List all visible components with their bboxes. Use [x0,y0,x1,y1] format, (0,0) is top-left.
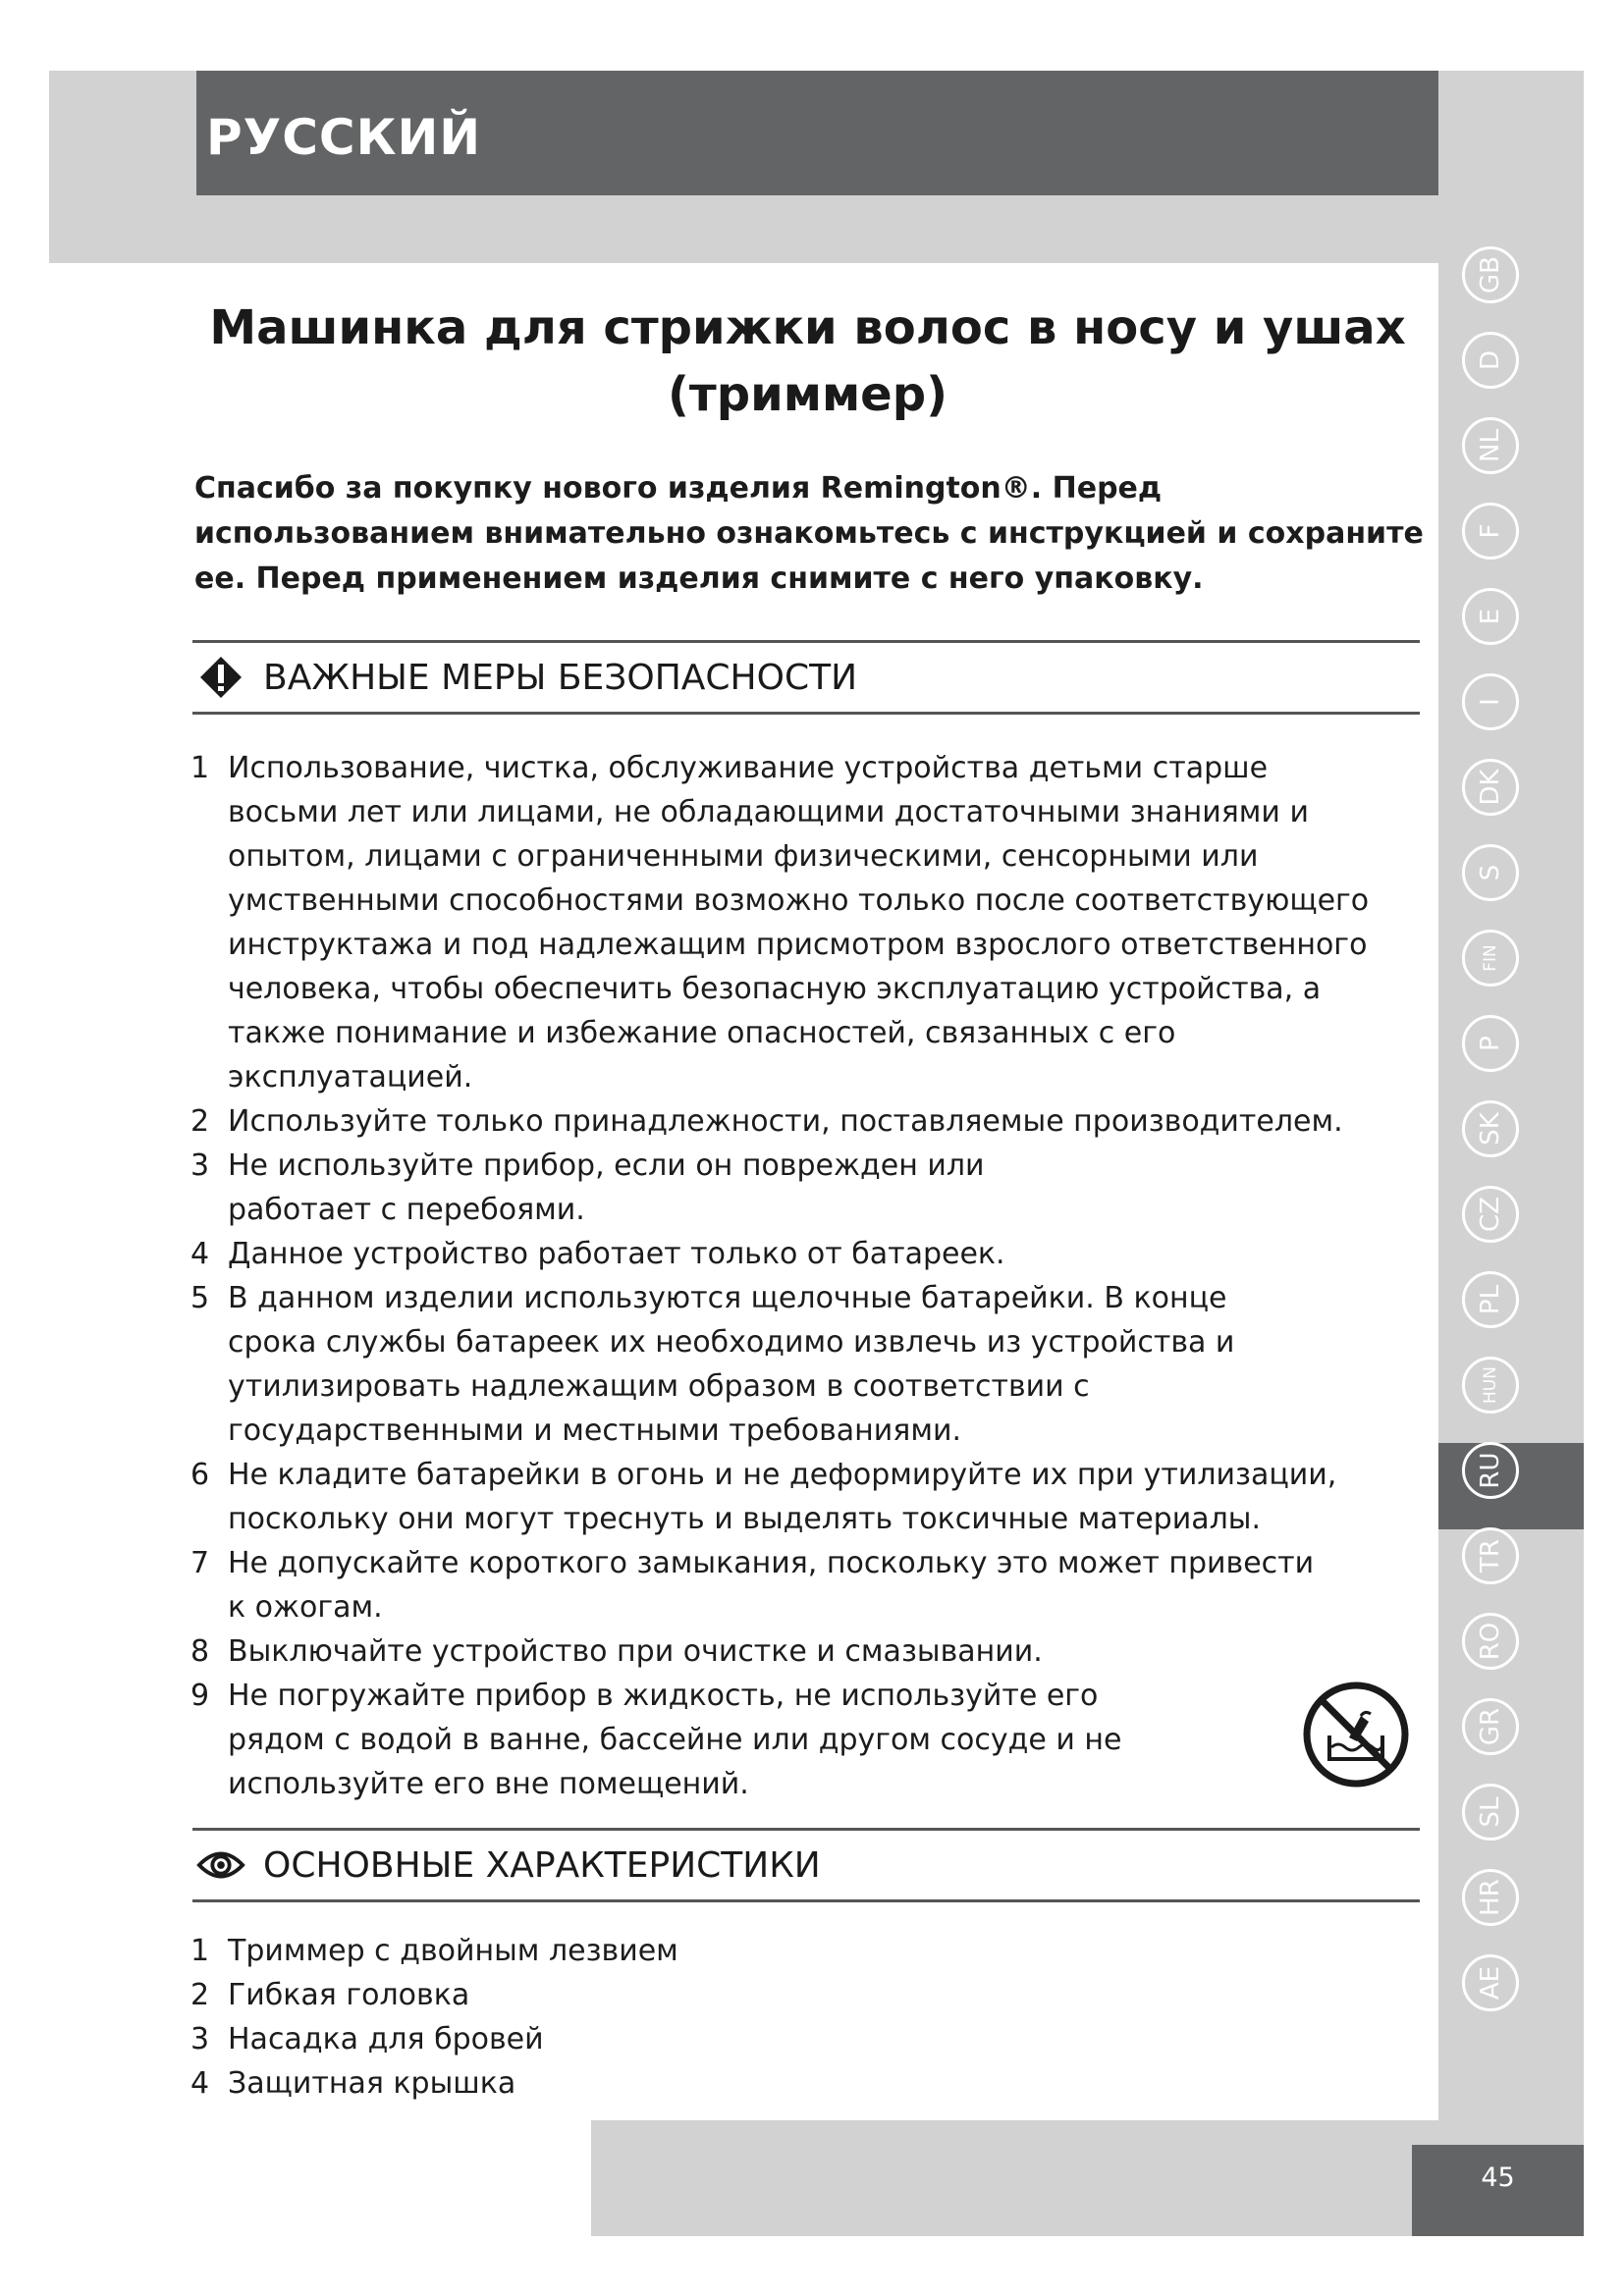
lang-tab-ru[interactable]: RU [1451,1431,1530,1510]
lang-tab-i[interactable]: I [1451,663,1530,741]
features-heading-label: ОСНОВНЫЕ ХАРАКТЕРИСТИКИ [263,1844,821,1886]
safety-heading-label: ВАЖНЫЕ МЕРЫ БЕЗОПАСНОСТИ [263,657,858,698]
list-item: 1 Триммер с двойным лезвием [190,1934,678,1968]
list-item: 3 Не используйте прибор, если он поврежден или работает с перебоями. [190,1148,985,1227]
list-item: 3 Насадка для бровей [190,2022,544,2056]
intro-text: Спасибо за покупку нового изделия Remington®. Перед использованием внимательно ознакомьтесь с инструкцией и сохраните ее. Перед применением изделия снимите с него упаковку. [194,471,1424,596]
list-item: 1 Использование, чистка, обслуживание устройства детьми старше восьми лет или лицами, не обладающими достаточными знаниями и опытом, лицами с ограниченными физическими, сенсорными или умственными способностями возможно только после соответствующего инструктажа и под надлежащим присмотром взрослого ответственного человека, чтобы обеспечить безопасную эксплуатацию устройства, а также понимание и избежание опасностей, связанных с его эксплуатацией. [190,751,1370,1095]
list-item: 4 Данное устройство работает только от батареек. [190,1237,1005,1271]
page-number: 45 [1412,2145,1584,2236]
lang-tab-gb[interactable]: GB [1451,236,1530,314]
list-item: 4 Защитная крышка [190,2066,516,2101]
list-item: 9 Не погружайте прибор в жидкость, не используйте его рядом с водой в ванне, бассейне или другом сосуде и не используйте его вне помещений. [190,1679,1122,1801]
lang-tab-p[interactable]: P [1451,1004,1530,1083]
lang-tab-fin[interactable]: FIN [1451,919,1530,997]
warning-diamond-icon [196,653,245,702]
lang-tab-f[interactable]: F [1451,492,1530,570]
lang-tab-e[interactable]: E [1451,577,1530,656]
safety-list [192,746,1385,1806]
eye-icon [196,1841,245,1890]
features-heading [192,1828,1420,1902]
features-list [192,1929,1076,2106]
list-item: 5 В данном изделии используются щелочные батарейки. В конце срока службы батареек их необходимо извлечь из устройства и утилизировать надлежащим образом в соответствии с государственными и местными требованиями. [190,1281,1235,1448]
no-water-icon [1302,1681,1410,1789]
list-item: 8 Выключайте устройство при очистке и смазывании. [190,1634,1043,1669]
lang-tab-sl[interactable]: SL [1451,1773,1530,1851]
page-title: Машинка для стрижки волос в носу и ушах (триммер) [209,300,1406,422]
lang-tab-tr[interactable]: TR [1451,1517,1530,1595]
list-item: 2 Гибкая головка [190,1978,470,2012]
lang-tab-d[interactable]: D [1451,321,1530,400]
lang-tab-hr[interactable]: HR [1451,1858,1530,1937]
language-heading: РУССКИЙ [206,108,482,166]
lang-tab-pl[interactable]: PL [1451,1260,1530,1339]
safety-heading [192,640,1420,715]
lang-tab-sk[interactable]: SK [1451,1090,1530,1168]
lang-tab-nl[interactable]: NL [1451,406,1530,485]
lang-tab-ro[interactable]: RO [1451,1602,1530,1681]
lang-tab-s[interactable]: S [1451,833,1530,912]
language-banner [196,71,1438,195]
lang-tab-ae[interactable]: AE [1451,1944,1530,2022]
list-item: 2 Используйте только принадлежности, поставляемые производителем. [190,1104,1343,1139]
list-item: 7 Не допускайте короткого замыкания, поскольку это может привести к ожогам. [190,1546,1315,1625]
list-item: 6 Не кладите батарейки в огонь и не деформируйте их при утилизации, поскольку они могут треснуть и выделять токсичные материалы. [190,1458,1337,1536]
lang-tab-cz[interactable]: CZ [1451,1175,1530,1254]
lang-tab-dk[interactable]: DK [1451,748,1530,827]
lang-tab-hun[interactable]: HUN [1451,1346,1530,1424]
lang-tab-gr[interactable]: GR [1451,1687,1530,1766]
